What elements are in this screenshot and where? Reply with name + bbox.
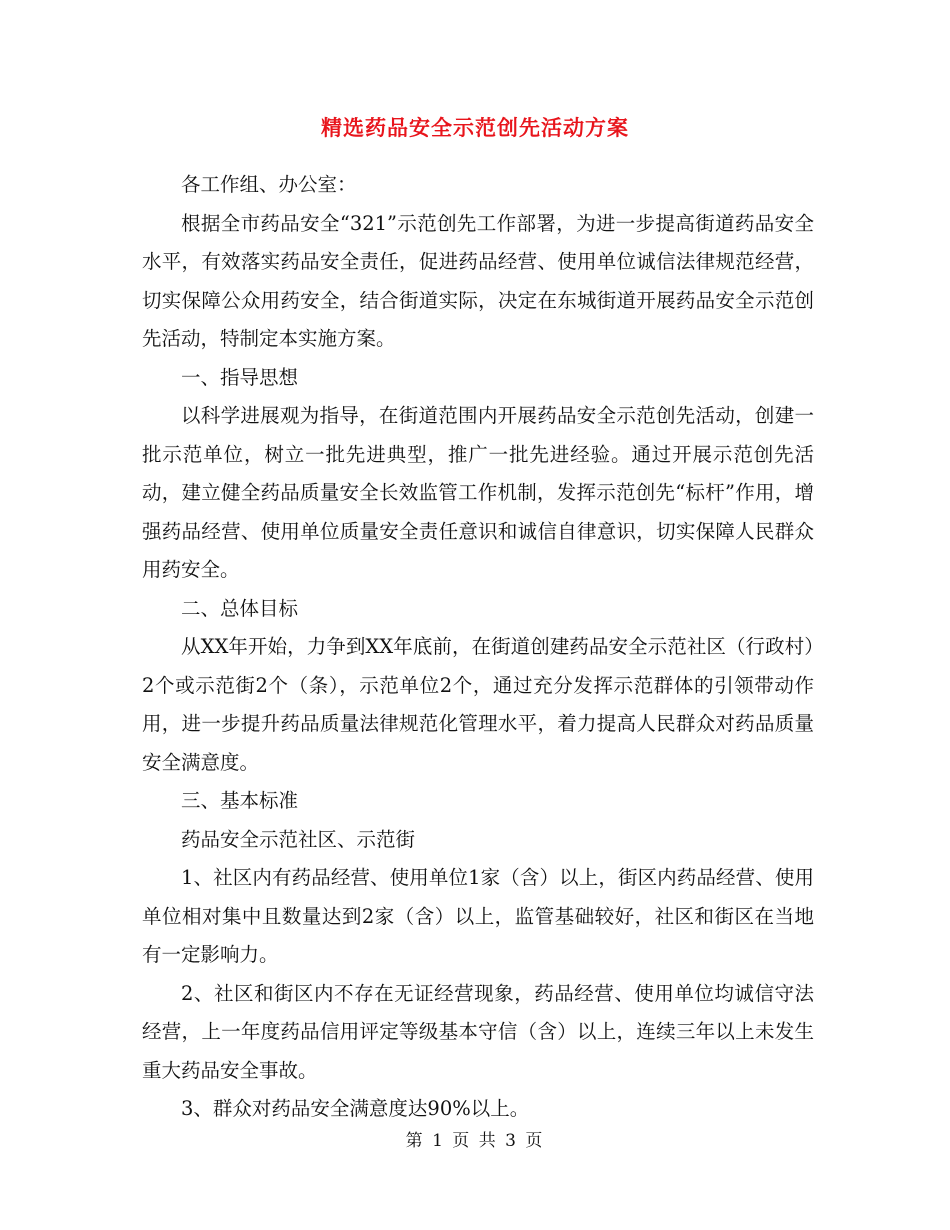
subheading-demo-community: 药品安全示范社区、示范街: [181, 827, 416, 851]
paragraph-overall-goal: 从XX年开始，力争到XX年底前，在街道创建药品安全示范社区（行政村）2个或示范街2个（条），示范单位2个，通过充分发挥示范群体的引领带动作用，进一步提升药品质量法律规范化管理水平，着力提高人民群众对药品质量安全满意度。: [142, 635, 814, 774]
salutation: 各工作组、办公室：: [181, 173, 357, 196]
standard-item-2: 2、社区和街区内不存在无证经营现象，药品经营、使用单位均诚信守法经营，上一年度药品信用评定等级基本守信（含）以上，连续三年以上未发生重大药品安全事故。: [142, 981, 814, 1082]
section-heading-overall-goal: 二、总体目标: [181, 596, 299, 620]
paragraph-guiding-ideology: 以科学进展观为指导，在街道范围内开展药品安全示范创先活动，创建一批示范单位，树立一批先进典型，推广一批先进经验。通过开展示范创先活动，建立健全药品质量安全长效监管工作机制，发挥示范创先“标杆”作用，增强药品经营、使用单位质量安全责任意识和诚信自律意识，切实保障人民群众用药安全。: [142, 404, 814, 581]
page-number-footer: 第 1 页 共 3 页: [405, 1131, 545, 1151]
section-heading-basic-standards: 三、基本标准: [181, 789, 299, 812]
standard-item-3: 3、群众对药品安全满意度达90%以上。: [181, 1097, 530, 1120]
section-heading-guiding-ideology: 一、指导思想: [181, 365, 299, 389]
standard-item-1: 1、社区内有药品经营、使用单位1家（含）以上，街区内药品经营、使用单位相对集中且数量达到2家（含）以上，监管基础较好，社区和街区在当地有一定影响力。: [142, 866, 814, 966]
paragraph-intro: 根据全市药品安全“321”示范创先工作部署，为进一步提高街道药品安全水平，有效落实药品安全责任，促进药品经营、使用单位诚信法律规范经营，切实保障公众用药安全，结合街道实际，决定在东城街道开展药品安全示范创先活动，特制定本实施方案。: [142, 211, 814, 350]
document-title: 精选药品安全示范创先活动方案: [321, 115, 629, 140]
document-body: [142, 166, 814, 1129]
